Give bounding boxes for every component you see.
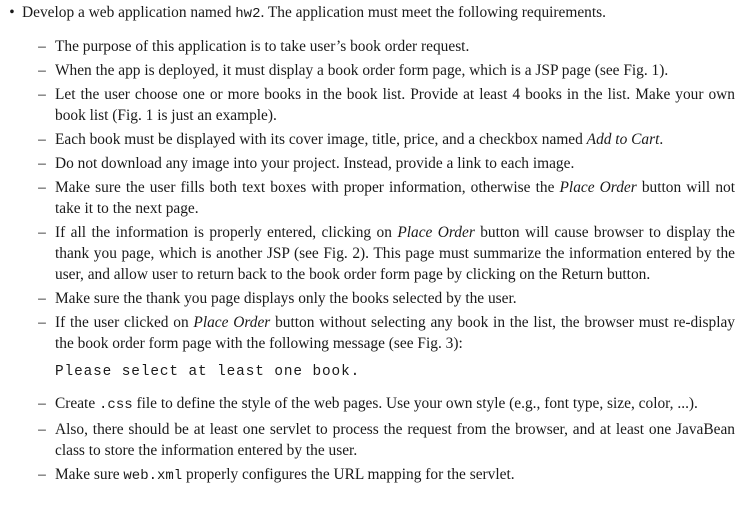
dash-marker: – <box>38 155 46 172</box>
requirement-book-list <box>0 84 755 126</box>
dash-marker: – <box>38 38 46 55</box>
requirement-text: Do not download any image into your project. Instead, provide a link to each image. <box>55 155 575 172</box>
intro-text <box>22 2 606 25</box>
requirement-text-after: . <box>659 131 664 148</box>
intro-text-before: Develop a web application named <box>22 4 236 21</box>
dash-marker: – <box>38 395 46 412</box>
requirement-text-before: Make sure the user fills both text boxes with proper information, otherwise the <box>55 179 560 196</box>
requirement-css <box>0 393 755 416</box>
place-order-term: Place Order <box>559 179 637 196</box>
requirement-text: When the app is deployed, it must display a book order form page, which is a JSP page (see Fig. 1). <box>55 62 669 79</box>
dash-marker: – <box>38 224 46 241</box>
place-order-term: Place Order <box>193 314 271 331</box>
dash-marker: – <box>38 314 46 331</box>
requirement-text <box>55 312 735 354</box>
web-xml-code: web.xml <box>123 468 183 484</box>
dash-marker: – <box>38 290 46 307</box>
requirement-no-selection <box>0 312 755 383</box>
requirement-text-after: file to define the style of the web pages. Use your own style (e.g., font type, size, color, ...). <box>132 395 698 412</box>
requirement-text-after: properly configures the URL mapping for the servlet. <box>182 466 515 483</box>
requirement-text <box>55 464 735 487</box>
requirement-servlet <box>0 419 755 461</box>
requirement-text <box>55 393 735 416</box>
requirement-text-before: If all the information is properly entered, clicking on <box>55 224 398 241</box>
requirement-text-before: Create <box>55 395 100 412</box>
place-order-term: Place Order <box>397 224 475 241</box>
requirement-text-before: Make sure <box>55 466 124 483</box>
requirement-text: Make sure the thank you page displays only the books selected by the user. <box>55 290 517 307</box>
requirement-text <box>55 129 735 150</box>
requirement-text: Also, there should be at least one servlet to process the request from the browser, and at least one JavaBean class to store the information entered by the user. <box>55 421 735 459</box>
css-file-code: .css <box>99 397 133 413</box>
requirement-book-display <box>0 129 755 150</box>
requirement-text-before: If the user clicked on <box>55 314 194 331</box>
requirement-image-links <box>0 153 755 174</box>
requirement-text: The purpose of this application is to take user’s book order request. <box>55 38 470 55</box>
dash-marker: – <box>38 62 46 79</box>
intro-text-after: . The application must meet the following requirements. <box>260 4 606 21</box>
requirement-text-after: button will not take it to the next page. <box>55 179 735 217</box>
dash-marker: – <box>38 131 46 148</box>
dash-marker: – <box>38 179 46 196</box>
bullet-marker: • <box>9 4 15 21</box>
requirement-text-before: Each book must be displayed with its cover image, title, price, and a checkbox named <box>55 131 587 148</box>
requirement-text-boxes <box>0 177 755 219</box>
requirement-deploy <box>0 60 755 81</box>
dash-marker: – <box>38 421 46 438</box>
requirement-text-after: button without selecting any book in the list, the browser must re-display the book order form page with the following message (see Fig. 3): <box>55 314 736 352</box>
requirement-text <box>55 177 735 219</box>
requirement-text: Let the user choose one or more books in the book list. Provide at least 4 books in the list. Make your own book list (Fig. 1 is just an example). <box>55 86 735 124</box>
requirement-purpose <box>0 36 755 57</box>
app-name-code: hw2 <box>235 6 261 22</box>
requirement-text <box>55 222 735 285</box>
requirement-text-after: button will cause browser to display the thank you page, which is another JSP (see Fig. 2). This page must summarize the information entered by the user, and allow user to return back to the book order form page by clicking on the Return button. <box>55 224 735 283</box>
requirement-thank-you-page <box>0 222 755 285</box>
add-to-cart-term: Add to Cart <box>586 131 660 148</box>
requirement-selected-books <box>0 288 755 309</box>
requirements-list <box>0 36 755 490</box>
requirement-web-xml <box>0 464 755 487</box>
error-message-code: Please select at least one book. <box>55 364 361 380</box>
dash-marker: – <box>38 86 46 103</box>
dash-marker: – <box>38 466 46 483</box>
